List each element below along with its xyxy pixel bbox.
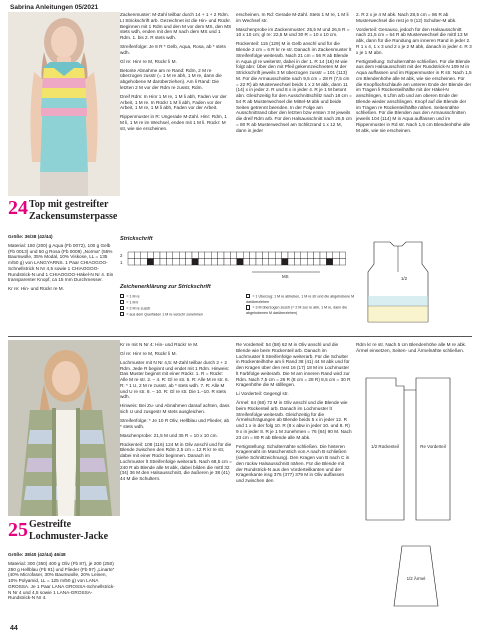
chart-cell <box>250 252 256 259</box>
chart-cell <box>211 259 217 266</box>
section-divider <box>8 336 472 337</box>
legend-item: = 2 M re zusstr <box>120 306 240 312</box>
model-photo-top <box>8 12 120 196</box>
chart-cell <box>237 259 243 266</box>
chart-cell <box>282 252 288 259</box>
chart-cell <box>269 259 275 266</box>
legend-item: = 1 M re <box>120 294 240 300</box>
chart-cell <box>141 252 147 259</box>
chart-row-2: 2 <box>120 253 123 258</box>
chart-cell <box>179 259 185 266</box>
chart-cell <box>288 259 294 266</box>
chart-cell <box>314 252 320 259</box>
para-aermel: Ärmel: 64 (68) 72 M in Oliv anschl und die Blende wie beim Rückenteil arb. Danach im Lochmuster lt Streifenfolge weiterarb. Gleichzeitig für die Ärmelschrägungen ab Blende beids 5 x in jeder 12. R und 1 x in der folg 10. R (8 x abw in jeder 10. und 8. R) 9 x in jeder 8. R je 1 M zunehmen = 76 (84) 90 M. Nach 23 cm = 80 R ab Blende alle M abk. <box>236 400 352 440</box>
chart-cell <box>320 259 326 266</box>
chart-cell <box>326 259 332 266</box>
para-fertigstellung: Fertigstellung: Schulternähte schließen. Für die Blende aus dem Halsausschnitt mit der Rundstrick-N 109 M in Aqua auffassen und im Rippenmuster in R str. Nach 1,5 cm Blendenhöhe alle M abk, wie sie erscheinen. Für die Knopflochschlaufe am unteren Ende der Blende der im Tragen li Rückenteilhälfte mit der Häkel-N anschlingen, 6 Lftm arb und am oberen Ende der Blende wieder anschlingen. Knopf auf die Blende der im Tragen re Rückenteilhälfte nähen. Seitennähte schließen. Für die Blenden aus den Armausschnitten jeweils 104 (114) M in Aqua auffassen und im Rippenmuster in Rd str. Nach 1,5 cm Blendenhöhe alle M abk, wie sie erscheinen. <box>356 58 472 133</box>
chart-cell <box>339 252 345 259</box>
instructions-col3 <box>236 12 352 232</box>
model-top-illustration <box>8 12 120 196</box>
chart-cell <box>326 252 332 259</box>
para-gl-re-b: Gl re: Hinr re M, Rückr li M. <box>120 350 177 356</box>
rueck-label: 1/2 Rückenteil <box>371 444 399 449</box>
schematic-label: 1/2 <box>400 276 408 281</box>
para-fertigstellung-b: Fertigstellung: Schulternähte schließen. Die hinteren Kragennaht im Maschenstich von A nach B schließen (siehe Schnittzeichnung). Den Kragen von B nach C in den rückw Halsausschnitt nähen. Für die Blende mit der Rundstrick-N aus den Vorderteilkanten und der Kragenkante insg 375 (377) 379 M in Oliv auffassen und zwischen den <box>236 443 350 484</box>
schema-title: Strickschrift <box>120 236 153 242</box>
pattern-number-2: 25 <box>8 519 28 541</box>
chart-cell <box>269 252 275 259</box>
chart-cell <box>339 259 345 266</box>
para-gl-re: Gl re: Hinr re M, Rückr li M. <box>120 58 177 64</box>
size-text: Größe: 36/38 (42/44) <box>8 234 53 239</box>
chart-cell <box>141 259 147 266</box>
chart-cell <box>237 252 243 259</box>
chart-cell <box>262 259 268 266</box>
legend-item: = 3 M überzogen zusstr (= 2 M zus re abh, 1 M re, dann die abgehobenen M darüberziehen) <box>246 305 348 316</box>
chart-cell <box>205 252 211 259</box>
chart-cell <box>275 252 281 259</box>
chart-cell <box>314 259 320 266</box>
chart-cell <box>205 259 211 266</box>
para-rest: 2. R 2 x je 4 M abk. Nach 28,5 cm = 86 R ab Musterwechsel die rest je 9 (12) Schulter-M abk. <box>356 12 457 23</box>
para-rueckenteil-b: Rückenteil: 108 (116) 124 M in Oliv anschl und für die Blende zwischen den Rdm 2,5 cm = 12 R kr re str, dabei mit einer Rückr beginnen. Danach im Lochmuster lt Streifenfolge weiterarb. Nach 68,5 cm = 240 R ab Blende alle M abk, dabei bilden die mittl 32 (34) 36 M den Halsausschnitt, die äußeren je 38 (41) 44 M die Schultern. <box>120 441 232 482</box>
para-maschenprobe-b: Maschenprobe: 21,5 M und 35 R = 10 x 10 cm. <box>120 432 218 438</box>
chart-cell <box>160 259 166 266</box>
chart-grid <box>128 252 346 265</box>
chart-legend-2 <box>246 294 356 316</box>
para-kr-re: Kr re mit N Nr 4: Hin- und Rückr re M. <box>120 342 199 347</box>
size-text-2: Größe: 38/40 (42/44) 46/48 <box>8 552 66 557</box>
model-bottom-illustration <box>8 340 120 516</box>
chart-cell <box>224 259 230 266</box>
instructions-col2-b <box>120 342 232 622</box>
chart-cell <box>147 259 153 266</box>
page-number: 44 <box>10 625 18 632</box>
para-streifenfolge: Streifenfolge: Je 8 R * Gelb, Aqua, Rosa, ab * stets wdh. <box>120 43 226 55</box>
chart-cell <box>134 252 140 259</box>
chart-cell <box>301 252 307 259</box>
material-text-2: Material: 300 (350) 400 g Oliv (Fb 87), je 200 (250) 250 g Hellblau (Fb 91) und Flieder (Fb 97) „Linarte“ (40% Microfaser, 30% Baumwolle, 20% Leinen, 10% Polyamid, LL = 125 m/50 g) von LANA GROSSA. Je 1 Paar LANA GROSSA-Schnellstrick-N Nr 4 und 4,5 sowie 1 LANA-GROSSA-Rundstrick-N Nr 4. <box>8 560 115 601</box>
chart-cell <box>243 252 249 259</box>
legend-title: Zeichenerklärung zur Strickschrift <box>120 284 211 290</box>
chart-cell <box>134 259 140 266</box>
chart-cell <box>230 259 236 266</box>
legend-item: = aus dem Querfaden 1 M re verschr zunehmen <box>120 312 240 318</box>
para-vorderteil: Vorderteil: Genauso, jedoch für den Halsausschnitt nach 21,5 cm = 64 R ab Musterwechsel die mittl 13 M abk, dann für die Rundung am inneren Rand in jeder 2. R 1 x 4, 1 x 3 und 2 x je 2 M abk, danach in jeder 4. R 3 x je 1 M abn. <box>356 26 472 55</box>
chart-cell <box>154 252 160 259</box>
para-maschenprobe: Maschenprobe im Zackenmuster: 25,5 M und 26,5 R = 10 x 10 cm; gl re: 22,5 M und 30 R = 10 x 10 cm. <box>236 26 350 38</box>
chart-cell <box>333 252 339 259</box>
chart-cell <box>128 252 134 259</box>
chart-cell <box>192 252 198 259</box>
chart-cell <box>186 259 192 266</box>
chart-cell <box>166 252 172 259</box>
para-streifenfolge-b: Streifenfolge: * Je 10 R Oliv, Hellblau und Flieder, ab * stets wdh. <box>120 418 230 429</box>
para-re-vorderteil: Re Vorderteil: 54 (58) 62 M in Oliv anschl und die Blende wie beim Rückenteil arb. Danach im Lochmuster lt Streifenfolge weiterarb. Für die Schulter in Rückenteilhöhe am li Rand 38 (41) 44 M abk und für den Kragen über den rest 16 (17) 18 M im Lochmuster lt Farbfolge weiterarb. Die M am inneren Rand wird zur Rdm. Nach 7,5 cm = 26 R (8 cm = 28 R) 8,5 cm = 30 R Kragenhöhe die M stilllegen. <box>236 342 351 388</box>
top-schematic <box>364 236 474 334</box>
chart-cell <box>275 259 281 266</box>
jacket-schematic <box>356 370 472 620</box>
chart-cell <box>128 259 134 266</box>
chart-cell <box>294 259 300 266</box>
chart-cell <box>282 259 288 266</box>
chart-cell <box>262 252 268 259</box>
para-dreif-rdm: Dreif Rdm: In Hinr 1 M re, 1 M li abh, Faden vor der Arbeit, 1 M re. In Rückr 1 M li abh, Faden vor der Arbeit, 1 M re, 1 M li abh, Faden vor der Arbeit. <box>120 93 227 111</box>
chart-cell <box>147 252 153 259</box>
chart-ms-label: MS <box>282 274 289 279</box>
pattern-title-line1: Top mit gestreifter <box>29 199 109 210</box>
chart-cell <box>320 252 326 259</box>
chart-cell <box>192 259 198 266</box>
para-abnahme: Betonte Abnahme am re Rand: Rdm, 2 M re überzogen zusstr (= 1 M re abh, 1 M re, dann die abgehobene M darüberziehen). Am li Rand: Die letzten 2 M vor der Rdm re zusstr, Rdm. <box>120 67 222 90</box>
para-zackenmuster: Zackenmuster: M-Zahl teilbar durch 14 + 1 + 2 Rdm. Lt Strickschrift arb. Gezeichnet ist die Hin- und Rückr. Beginnen mit 1 Rdm und den M vor dem MS, den MS stets wdh, enden mit den M nach dem MS und 1 Rdm. 1. bis 2. R stets wdh. <box>120 12 232 40</box>
legend-item: = 1 M li <box>120 300 240 306</box>
chart-legend <box>120 294 240 318</box>
chart-cell <box>179 252 185 259</box>
chart-cell <box>307 252 313 259</box>
para-rueckenteil: Rückenteil: 115 (129) M in Gelb anschl und für die Blende 2 cm = 6 R kr re str. Danach im Zackenmuster lt Streifenfolge weiterarb. Nach 21 cm = 56 R ab Blende in Aqua gl re weiterstr, dabei in der 1. R 14 (16) M wie folgt abn: Über den mit Pfeil gekennzeichneten M der Strickschrift jeweils 3 M überzogen zusstr = 101 (113) M. Für die Armausschnitte nach 9,5 cm = 28 R (7,5 cm = 22 R) ab Musterwechsel beids 1 x 2 M abk, dann 11 (14) x in jeder 2. R und 8 x in jeder 4. R je 1 M betont abn. Gleichzeitig für den Ausschnittschlitz nach 18 cm = 54 R ab Musterwechsel die Mittel-M abk und beide Seiten getrennt beenden. In der Folge am Ausschnittrand über den letzten bzw ersten 3 M jeweils die dreif Rdm arb. Für den Halsausschnitt nach 26,5 cm = 80 R ab Musterwechsel am Schlitzrand 1 x 12 M, dann in jeder <box>236 41 352 133</box>
chart-cell <box>218 259 224 266</box>
chart-cell <box>211 252 217 259</box>
chart-row-1: 1 <box>120 260 123 265</box>
aermel-label: 1/2 Ärmel <box>406 576 426 581</box>
para-rdm: Rdm kr re str. Nach 5 cm Blendenhöhe alle M re abk. Ärmel einsetzen, Seiten- und Ärmelnähte schließen. <box>356 342 467 353</box>
para-li-vorderteil: Li Vorderteil: Gegengl str. <box>236 391 289 397</box>
chart-cell <box>250 259 256 266</box>
chart-cell <box>256 252 262 259</box>
instructions-col3-b <box>236 342 352 622</box>
stitch-chart <box>120 244 360 280</box>
chart-cell <box>173 252 179 259</box>
pattern-title-2-line1: Gestreifte <box>29 519 72 530</box>
chart-cell <box>218 252 224 259</box>
chart-cell <box>160 252 166 259</box>
page-header: Sabrina Anleitungen 05/2021 <box>10 4 99 11</box>
chart-cell <box>166 259 172 266</box>
chart-cell <box>224 252 230 259</box>
pattern-number: 24 <box>8 197 28 219</box>
instructions-col4 <box>356 12 472 234</box>
chart-cell <box>186 252 192 259</box>
material-text: Material: 150 (200) g Aqua (Fb 0072), 100 g Gelb (Fb 0013) und 50 g Rosa (Fb 0009) „Norma“ (55% Baumwolle, 35% Modal, 10% Viskose, LL = 135 m/50 g) von LANGYARNS. 1 Paar CHIAOGOO-Schnellstrick N Nr 4,5 sowie 1 CHIAOGOO-Rundstrick-N und 1 CHIAOGOO-Häkel-N Nr 4. Ein transparenter Knopf, ca 15 mm Durchmesser. <box>8 242 114 283</box>
chart-cell <box>307 259 313 266</box>
para-lochmuster: Lochmuster mit N Nr 4,5: M-Zahl teilbar durch 2 + 2 Rdm. Jede R beginnt und endet mit 1 Rdm. Hinweis: Das Muster beginnt mit einer Rückr. 1. R = Rückr: Alle M re str. 2. – 4. R: Gl re str. 5. R: Alle M re str. 6. R: * 1 U, 2 M re zusstr, ab * stets wdh. 7. R: Alle M und U re str. 8. – 10. R: Gl re str. Die 1.–10. R stets wdh. <box>120 359 230 400</box>
chart-cell <box>243 259 249 266</box>
chart-cell <box>230 252 236 259</box>
para-rippenmuster: Rippenmuster in R: Ungerade M-Zahl. Hinr: Rdm, 1 M li, 1 M re im Wechsel, enden mit 1 M li. Rückr: M str, wie sie erscheinen. <box>120 114 227 131</box>
vorder-label: Re Vorderteil <box>420 444 446 449</box>
chart-cell <box>256 259 262 266</box>
pattern-title-line2: Zackensumsterpasse <box>29 211 118 222</box>
para-rd: erscheinen. In Rd: Gerade M-Zahl. Stets 1 M re, 1 M li im Wechsel str. <box>236 12 349 23</box>
chart-cell <box>294 252 300 259</box>
materials-column <box>8 234 116 328</box>
chart-cell <box>198 252 204 259</box>
pattern-title-2-line2: Lochmuster-Jacke <box>29 531 109 542</box>
instructions-col2 <box>120 12 232 232</box>
chart-cell <box>173 259 179 266</box>
model-photo-bottom <box>8 340 120 516</box>
para-hinweis: Hinweis: Bei Zu- und Abnahmen darauf achten, dass sich U und zusgestr M stets ausgleichen. <box>120 403 230 415</box>
chart-cell <box>154 259 160 266</box>
stitch-text: Kr re: Hin- und Rückr re M. <box>8 286 65 292</box>
chart-cell <box>333 259 339 266</box>
chart-cell <box>301 259 307 266</box>
materials-column-2 <box>8 552 116 622</box>
chart-cell <box>198 259 204 266</box>
legend-item: = 1 Überzug: 1 M re abheben, 1 M re str und die abgehobene M darüberziehen <box>246 294 355 304</box>
instructions-col4-b <box>356 342 472 366</box>
chart-cell <box>288 252 294 259</box>
